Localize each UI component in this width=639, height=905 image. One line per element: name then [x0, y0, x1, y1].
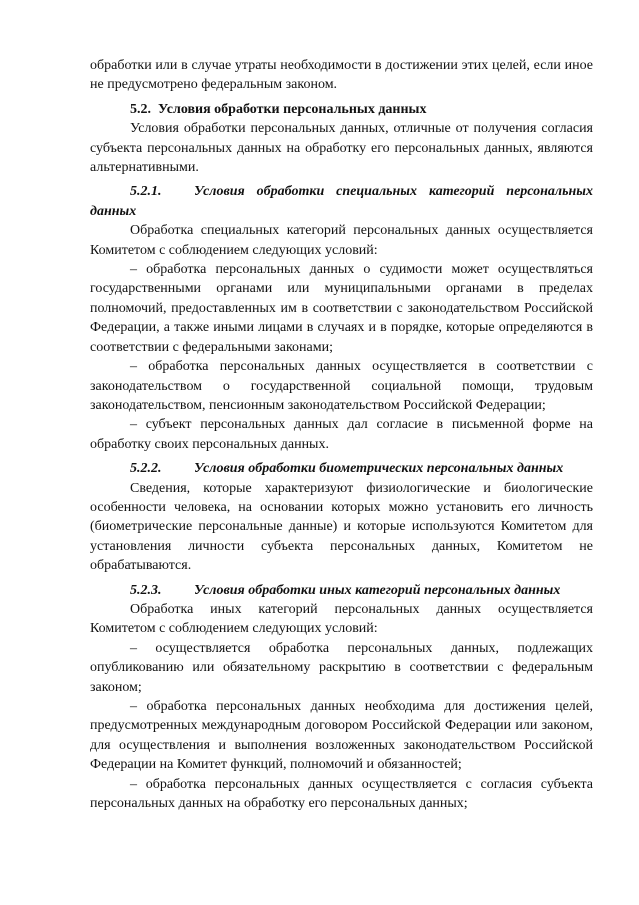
section-number: 5.2. [130, 101, 151, 117]
section-title: Условия обработки персональных данных [158, 101, 427, 117]
section-heading-5-2-1 [90, 182, 593, 221]
list-item-publication: – осуществляется обработка персональных данных, подлежащих опубликованию или обязательному раскрытию в соответствии с федеральным законом; [90, 640, 593, 695]
paragraph-conditions-intro: Условия обработки персональных данных, отличные от получения согласия субъекта персональных данных на обработку его персональных данных, являются альтернативными. [90, 121, 593, 176]
paragraph-biometric: Сведения, которые характеризуют физиологические и биологические особенности человека, на основании которых можно установить его личность (биометрические персональные данные) и которые используются Комитетом для установления личности субъекта персональных данных, Комитетом не обрабатываются. [90, 480, 593, 574]
section-heading-5-2 [90, 100, 593, 119]
section-number: 5.2.3. [130, 582, 162, 598]
paragraph-continuation: обработки или в случае утраты необходимости в достижении этих целей, если иное не предусмотрено федеральным законом. [90, 58, 593, 93]
paragraph-other-categories: Обработка иных категорий персональных данных осуществляется Комитетом с соблюдением следующих условий: [90, 601, 593, 637]
list-item-international-treaty: – обработка персональных данных необходима для достижения целей, предусмотренных международным договором Российской Федерации или законом, для осуществления и выполнения возложенных законодательством Российской Федерации на Комитет функций, полномочий и обязанностей; [90, 699, 593, 773]
paragraph-special-categories: Обработка специальных категорий персональных данных осуществляется Комитетом с соблюдением следующих условий: [90, 223, 593, 258]
list-item-social-assistance: – обработка персональных данных осуществляется в соответствии с законодательством о государственной социальной помощи, трудовым законодательством, пенсионным законодательством Российской Федерации; [90, 359, 593, 413]
section-heading-5-2-3 [90, 581, 593, 600]
section-number: 5.2.1. [130, 184, 162, 200]
section-number: 5.2.2. [130, 461, 162, 477]
section-heading-5-2-2 [90, 459, 593, 478]
list-item-criminal-records: – обработка персональных данных о судимости может осуществляться государственными органами или муниципальными органами в пределах полномочий, предоставленных им в соответствии с законодательством Российской Федерации, а также иными лицами в случаях и в порядке, которые определяются в соответствии с федеральными законами; [90, 262, 593, 355]
list-item-subject-consent: – обработка персональных данных осуществляется с согласия субъекта персональных данных на обработку его персональных данных; [90, 776, 593, 812]
section-title: Условия обработки специальных категорий персональных данных [90, 184, 593, 219]
section-title: Условия обработки иных категорий персональных данных [194, 582, 561, 598]
list-item-written-consent: – субъект персональных данных дал согласие в письменной форме на обработку своих персональных данных. [90, 417, 593, 452]
section-title: Условия обработки биометрических персональных данных [194, 461, 564, 477]
